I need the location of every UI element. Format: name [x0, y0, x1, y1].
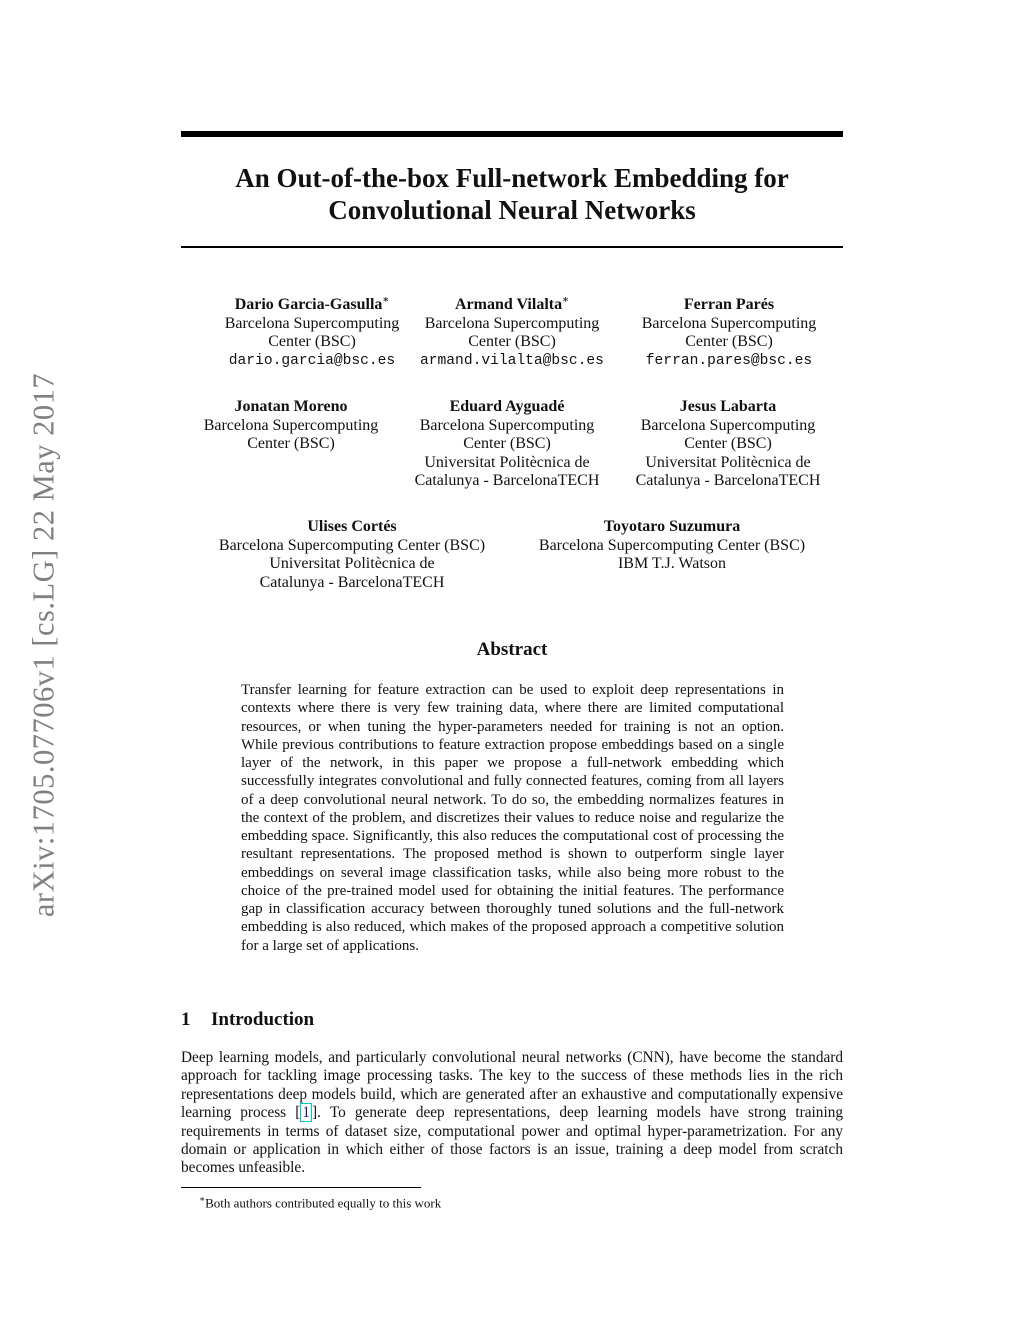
author-block	[400, 296, 624, 370]
title-rule-top	[181, 131, 843, 137]
author-affiliation: Catalunya - BarcelonaTECH	[414, 472, 600, 489]
footnote-mark: ∗	[199, 1194, 206, 1204]
footnote-rule	[181, 1187, 421, 1188]
author-affiliation: Barcelona Supercomputing	[224, 314, 400, 332]
section-number: 1	[181, 1009, 191, 1030]
author-email: dario.garcia@bsc.es	[228, 352, 396, 369]
author-affiliation: Center (BSC)	[463, 435, 551, 452]
author-block	[617, 296, 841, 370]
section-heading	[181, 1008, 314, 1032]
author-name: Ferran Parés	[683, 296, 775, 313]
author-email: armand.vilalta@bsc.es	[420, 352, 604, 369]
author-name: Armand Vilalta∗	[454, 294, 570, 313]
author-affiliation: Center (BSC)	[685, 333, 773, 350]
author-affiliation: Universitat Politècnica de	[645, 453, 811, 471]
author-affiliation: Barcelona Supercomputing Center (BSC)	[538, 536, 806, 554]
author-affiliation: Barcelona Supercomputing	[641, 314, 817, 332]
footnote	[199, 1191, 441, 1211]
author-affiliation: Universitat Politècnica de	[424, 453, 590, 471]
author-affiliation: Barcelona Supercomputing	[203, 416, 379, 434]
author-name: Jonatan Moreno	[234, 398, 348, 415]
author-name: Dario Garcia-Gasulla∗	[234, 294, 390, 313]
author-block	[196, 518, 508, 592]
author-affiliation: Barcelona Supercomputing	[640, 416, 816, 434]
author-affiliation: Barcelona Supercomputing	[419, 416, 595, 434]
author-affiliation: Catalunya - BarcelonaTECH	[259, 573, 445, 591]
title-line-2: Convolutional Neural Networks	[328, 195, 696, 225]
abstract-text: Transfer learning for feature extraction can be used to exploit deep representations in contexts where there is very few training data, where there are limited computational resources, or when tuning the hyper-parameters needed for training is not an option. While previous contributions to feature extraction propose embeddings based on a single layer of the network, in this paper we propose a full-network embedding which successfully integrates convolutional and fully connected features, coming from all layers of a deep convolutional neural network. To do so, the embedding normalizes features in the context of the problem, and discretizes their values to reduce noise and regularize the embedding space. Significantly, this also reduces the computational cost of processing the resultant representations. The proposed method is shown to outperform single layer embeddings on several image classification tasks, while also being more robust to the choice of the pre-trained model used for obtaining the initial features. The performance gap in classification accuracy between thoroughly tuned solutions and the full-network embedding is also reduced, which makes of the proposed approach a competitive solution for a large set of applications.	[241, 682, 784, 954]
author-block	[395, 398, 619, 491]
author-affiliation: Catalunya - BarcelonaTECH	[635, 472, 821, 489]
arxiv-identifier-text: arXiv:1705.07706v1 [cs.LG] 22 May 2017	[26, 372, 61, 918]
author-affiliation: Universitat Politècnica de	[269, 555, 435, 572]
author-affiliation: Center (BSC)	[268, 333, 356, 350]
author-affiliation: Barcelona Supercomputing Center (BSC)	[218, 536, 486, 554]
author-block	[616, 398, 840, 491]
author-affiliation: Center (BSC)	[684, 435, 772, 452]
author-name: Jesus Labarta	[679, 398, 777, 415]
author-affiliation: Center (BSC)	[468, 333, 556, 350]
title-line-1: An Out-of-the-box Full-network Embedding for	[235, 163, 789, 193]
author-affiliation: Barcelona Supercomputing	[424, 314, 600, 332]
author-block	[190, 296, 434, 370]
title-rule-bottom	[181, 246, 843, 248]
author-name: Ulises Cortés	[307, 518, 397, 535]
author-name: Toyotaro Suzumura	[603, 518, 741, 535]
author-affiliation: IBM T.J. Watson	[617, 555, 727, 572]
section-title: Introduction	[211, 1009, 315, 1030]
introduction-text: Deep learning models, and particularly convolutional neural networks (CNN), have become the standard approach for tackling image processing tasks. The key to the success of these methods lies in the rich representations deep models build, which are generated after an exhaustive and computationally expensive learning process [ 1 ]. To generate deep representations, deep learning models have strong training requirements in terms of dataset size, computational power and optimal hyper-parametrization. For any domain or application in which either of those factors is an issue, training a deep model from scratch becomes unfeasible.	[181, 1049, 843, 1177]
author-block	[516, 518, 828, 574]
author-block	[179, 398, 403, 454]
author-email: ferran.pares@bsc.es	[645, 352, 813, 369]
footnote-text: Both authors contributed equally to this work	[205, 1195, 442, 1211]
author-name: Eduard Ayguadé	[449, 398, 565, 415]
author-affiliation: Center (BSC)	[247, 435, 335, 452]
citation-link[interactable]: 1	[302, 1104, 311, 1122]
paper-title	[181, 162, 843, 226]
abstract-heading: Abstract	[476, 639, 548, 660]
